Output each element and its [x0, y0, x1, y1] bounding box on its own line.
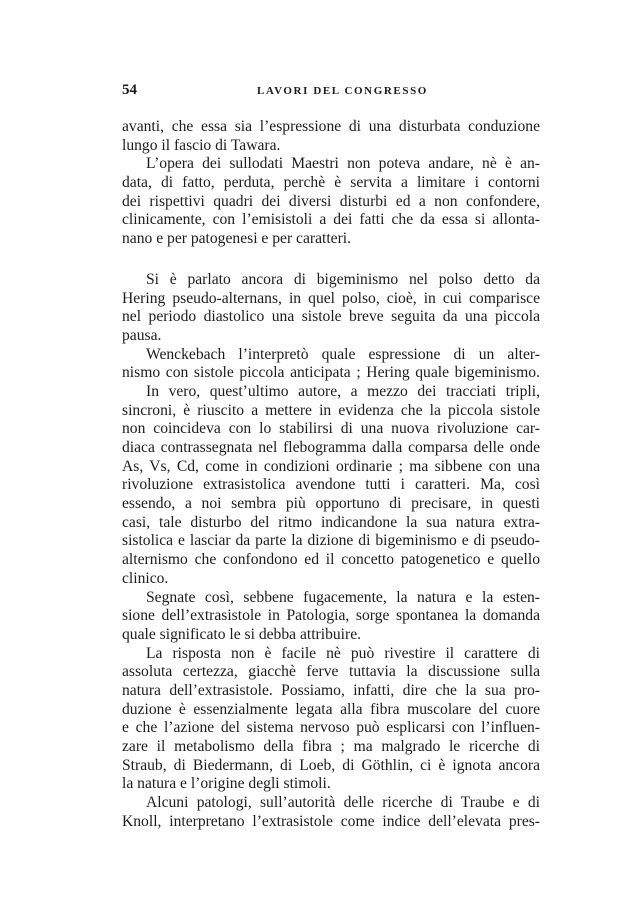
text-line: quale significato le si debba attribuire.: [122, 625, 362, 643]
text-line: As, Vs, Cd, come in condizioni ordinarie ; ma sibbene con una: [122, 457, 540, 475]
text-line: dei rispettivi quadri dei diversi disturbi ed a non confondere,: [122, 192, 540, 210]
paragraph: [122, 589, 540, 645]
section-gap: [122, 249, 540, 271]
text-line: duzione è essenzialmente legata alla fibra muscolare del cuore: [122, 700, 540, 718]
text-line: Segnate così, sebbene fugacemente, la natura e la esten-: [146, 588, 540, 606]
paragraph: [122, 794, 540, 831]
text-line: clinico.: [122, 569, 169, 587]
text-line: Si è parlato ancora di bigeminismo nel polso detto da: [146, 270, 540, 288]
running-head: LAVORI DEL CONGRESSO: [257, 85, 428, 97]
text-line: Wenckebach l’interpretò quale espressione di un alter-: [146, 345, 540, 363]
paragraph: [122, 645, 540, 795]
text-line: L’opera dei sullodati Maestri non poteva andare, nè è an-: [146, 155, 540, 173]
text-line: e che l’azione del sistema nervoso può esplicarsi con l’influen-: [122, 719, 540, 737]
text-line: assoluta certezza, giacchè ferve tuttavia la discussione sulla: [122, 663, 540, 681]
paragraph: [122, 271, 540, 346]
text-line: data, di fatto, perduta, perchè è servita a limitare i contorni: [122, 174, 540, 192]
text-line: lungo il fascio di Tawara.: [122, 136, 281, 154]
text-line: diaca contrassegnata nel flebogramma dalla comparsa delle onde: [122, 439, 540, 456]
text-line: Knoll, interpretano l’extrasistole come indice dell’elevata pres-: [122, 812, 540, 830]
paragraph: [122, 346, 540, 383]
text-line: nel periodo diastolico una sistole breve seguita da una piccola: [122, 308, 540, 326]
text-line: nano e per patogenesi e per caratteri.: [122, 230, 352, 248]
text-line: Hering pseudo-alternans, in quel polso, cioè, in cui comparisce: [122, 289, 540, 307]
text-line: Alcuni patologi, sull’autorità delle ricerche di Traube e di: [146, 794, 540, 812]
paragraph: [122, 383, 540, 589]
text-line: avanti, che essa sia l’espressione di una disturbata conduzione: [122, 118, 540, 135]
text-line: In vero, quest’ultimo autore, a mezzo dei tracciati tripli,: [146, 382, 540, 400]
text-line: La risposta non è facile nè può rivestire il carattere di: [146, 644, 540, 662]
body-text: [122, 118, 540, 831]
page-header: [122, 82, 538, 106]
text-line: zare il metabolismo della fibra ; ma malgrado le ricerche di: [122, 738, 540, 755]
text-line: casi, tale disturbo del ritmo indicandone la sua natura extra-: [122, 513, 540, 531]
text-line: sistolica e lasciar da parte la dizione di bigeminismo e di pseudo-: [122, 532, 540, 550]
text-line: sione dell’extrasistole in Patologia, sorge spontanea la domanda: [122, 607, 540, 625]
text-line: nismo con sistole piccola anticipata ; Hering quale bigeminismo.: [122, 364, 540, 382]
text-line: natura dell’extrasistole. Possiamo, infatti, dire che la sua pro-: [122, 681, 540, 699]
text-line: non coincideva con lo stabilirsi di una nuova rivoluzione car-: [122, 420, 540, 438]
page-number: 54: [122, 82, 137, 98]
paragraph: [122, 118, 540, 155]
text-line: Straub, di Biedermann, di Loeb, di Göthlin, ci è ignota ancora: [122, 756, 540, 774]
paragraph: [122, 155, 540, 248]
text-line: alternismo che confondono ed il concetto patogenetico e quello: [122, 551, 540, 569]
text-line: rivoluzione extrasistolica avendone tutti i caratteri. Ma, così: [122, 476, 540, 494]
text-line: clinicamente, con l’emisistoli a dei fatti che da essa si allonta-: [122, 211, 540, 229]
text-line: sincroni, è riuscito a mettere in evidenza che la piccola sistole: [122, 401, 540, 419]
text-line: pausa.: [122, 326, 162, 344]
text-line: essendo, a noi sembra più opportuno di precisare, in questi: [122, 495, 540, 513]
text-line: la natura e l’origine degli stimoli.: [122, 775, 331, 793]
